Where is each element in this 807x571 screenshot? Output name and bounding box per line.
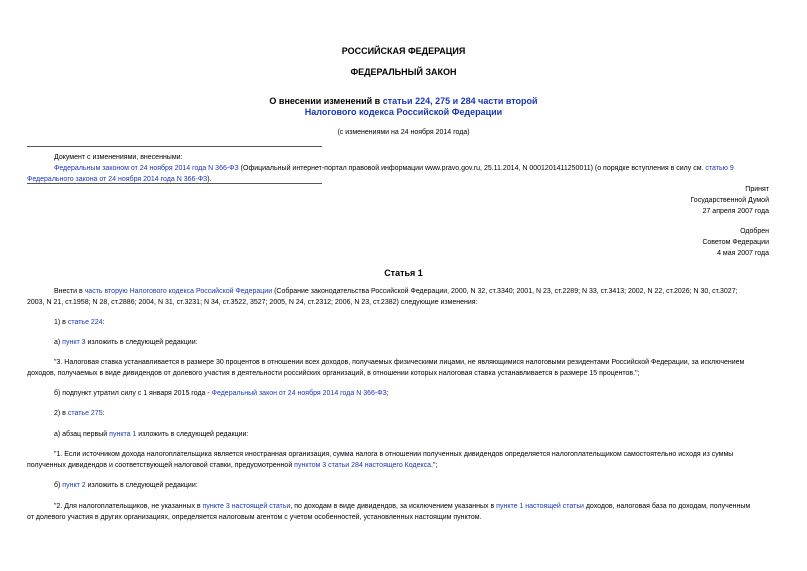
tax-code-part2-link[interactable]: часть вторую Налогового кодекса Российской Федерации [84,288,273,295]
article-284-point3-link[interactable]: пунктом 3 статьи 284 настоящего Кодекса [294,462,431,469]
changes-label: Документ с изменениями, внесенными: [54,154,183,161]
document-title-line1 [0,97,807,106]
changes-source-text: (Официальный интернет-портал правовой информации www.pravo.gov.ru, 25.11.2014, N 0001201411250011) (о порядке вступления в силу см. [238,165,706,172]
document-title-line2[interactable]: Налогового кодекса Российской Федерации [304,107,503,117]
item-2b-text: изложить в следующей редакции: [85,482,198,489]
header-law-type: ФЕДЕРАЛЬНЫЙ ЗАКОН [350,67,457,77]
title-articles-link[interactable]: статьи 224, 275 и 284 части второй [382,96,538,106]
quote-3-line2: доходов, получаемых в виде дивидендов от долевого участия в деятельности российских организаций, в отношении которых налоговая ставка устанавливается в размере 15 процентов."; [27,370,640,377]
quote-1-end: ."; [431,462,438,469]
quote-1-line2 [27,461,437,470]
header-country: РОССИЙСКАЯ ФЕДЕРАЦИЯ [341,46,466,56]
item-1b-end: ; [386,390,389,397]
item-1-text: 1) в [54,319,68,326]
quote-1-line1: "1. Если источником дохода налогоплательщика является иностранная организация, сумма налога в отношении полученных дивидендов определяется налогоплательщиком самостоятельно исходя из суммы [54,451,734,458]
title-text: О внесении изменений в [269,96,383,106]
item-1a [54,338,198,347]
article-heading: Статья 1 [384,268,423,278]
item-2-colon: : [102,410,105,417]
item-2a-text: изложить в следующей редакции: [136,431,249,438]
item-2a-prefix: а) абзац первый [54,431,110,438]
item-1-colon: : [102,319,105,326]
item-2b [54,481,198,490]
document-subtitle: (с изменениями на 24 ноября 2014 года) [337,129,470,136]
item-1b [54,389,389,398]
point-2-link[interactable]: пункт 2 [62,482,86,489]
item-1b-text: б) подпункт утратил силу с 1 января 2015 года - [54,390,212,397]
duma-date: 27 апреля 2007 года [702,208,769,215]
article-intro-line1 [54,287,738,296]
duma-label: Государственной Думой [690,197,769,204]
council-label: Советом Федерации [702,239,769,246]
point-3-this-article-link[interactable]: пункте 3 настоящей статьи [202,503,291,510]
quote-2-line1 [54,502,750,511]
quote-2-text-a: "2. Для налогоплательщиков, не указанных в [54,503,203,510]
point-3-link[interactable]: пункт 3 [62,339,86,346]
quote-3-line1: "3. Налоговая ставка устанавливается в размере 30 процентов в отношении всех доходов, получаемых физическими лицами, не являющимися налоговыми резидентами Российской Федерации, за исключением [54,359,745,366]
item-1a-text: изложить в следующей редакции: [85,339,198,346]
council-date: 4 мая 2007 года [717,250,769,257]
accepted-label: Принят [745,186,769,193]
article-275-link[interactable]: статье 275 [67,410,103,417]
quote-2-text-c: доходов, налоговая база по доходам, полученным [583,503,751,510]
intro-text-2: (Собрание законодательства Российской Федерации, 2000, N 32, ст.3340; 2001, N 23, ст.2289; N 33, ст.3413; 2002, N 22, ст.2026; N 30, ст.3027; [272,288,738,295]
quote-2-text-b: , по доходам в виде дивидендов, за исключением указанных в [290,503,497,510]
amending-law-link-2[interactable]: Федерального закона от 24 ноября 2014 года N 366-ФЗ [27,176,208,183]
item-2 [54,409,105,418]
changes-end-text: ). [207,176,212,183]
item-1 [54,318,105,327]
law-366-link[interactable]: Федеральный закон от 24 ноября 2014 года N 366-ФЗ [211,390,387,397]
divider-top [27,146,322,147]
item-2a [54,430,248,439]
quote-1-text: полученных дивидендов и соответствующей налоговой ставки, предусмотренной [27,462,295,469]
amending-law-link[interactable]: Федеральным законом от 24 ноября 2014 года N 366-ФЗ [54,165,239,172]
changes-line1 [54,164,734,173]
quote-2-line2: от долевого участия в других организациях, определяется налоговым агентом с учетом особенностей, установленных настоящим пунктом. [27,514,482,521]
article9-link[interactable]: статью 9 [705,165,734,172]
point-1-link[interactable]: пункта 1 [109,431,137,438]
point-1-this-article-link[interactable]: пункте 1 настоящей статьи [496,503,584,510]
item-2b-prefix: б) [54,482,63,489]
article-intro-line2: 2003, N 21, ст.1958; N 28, ст.2886; 2004, N 31, ст.3231; N 34, ст.3522, 3527; 2005, N 24, ст.2312; 2006, N 23, ст.2382) следующие изменения: [27,299,478,306]
approved-label: Одобрен [740,228,769,235]
article-224-link[interactable]: статье 224 [67,319,103,326]
item-2-text: 2) в [54,410,68,417]
intro-text: Внести в [54,288,85,295]
divider-bottom [27,183,322,184]
item-1a-prefix: а) [54,339,63,346]
